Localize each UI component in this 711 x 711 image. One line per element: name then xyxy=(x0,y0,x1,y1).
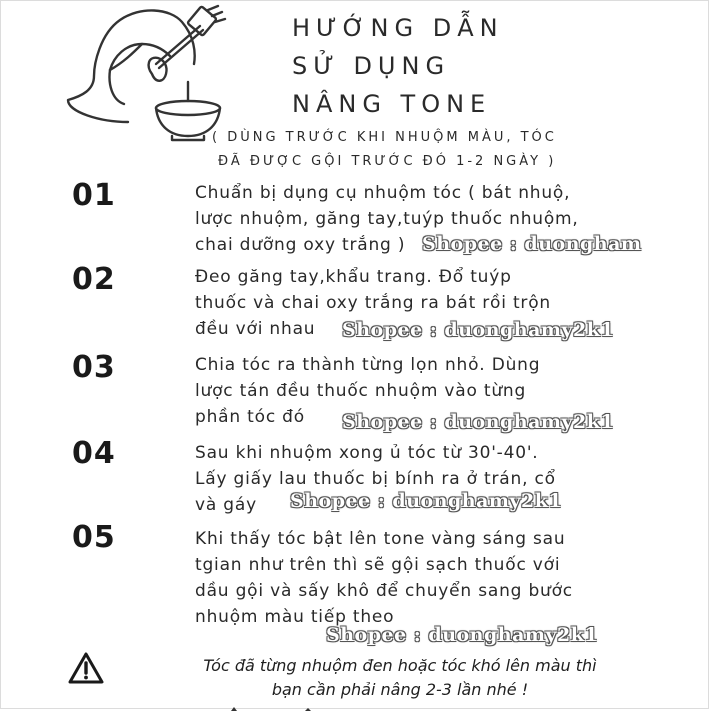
step-number-01: 01 xyxy=(72,178,116,213)
step-05-line: tgian như trên thì sẽ gội sạch thuốc với xyxy=(195,555,561,575)
step-number-05: 05 xyxy=(72,520,116,555)
step-number-04: 04 xyxy=(72,436,116,471)
step-02-line: Đeo găng tay,khẩu trang. Đổ tuýp xyxy=(195,267,512,287)
warning-note xyxy=(150,654,650,702)
title-line-2: SỬ DỤNG xyxy=(292,52,451,80)
subtitle-line-2: ĐÃ ĐƯỢC GỘI TRƯỚC ĐÓ 1-2 NGÀY ) xyxy=(218,154,557,169)
step-text-05 xyxy=(195,526,665,630)
watermark: Shopee : duonghamy2k1 xyxy=(326,624,599,646)
step-04-line: Lấy giấy lau thuốc bị bính ra ở trán, cổ xyxy=(195,469,556,489)
title-line-3: NÂNG TONE xyxy=(292,90,492,118)
title-line-1: HƯỚNG DẪN xyxy=(292,14,504,42)
step-05-line: Khi thấy tóc bật lên tone vàng sáng sau xyxy=(195,529,566,549)
step-05-line: nhuộm màu tiếp theo xyxy=(195,607,395,627)
subtitle-line-1: ( DÙNG TRƯỚC KHI NHUỘM MÀU, TÓC xyxy=(212,130,557,145)
cropped-glyphs-decoration xyxy=(225,702,315,711)
hair-dye-woman-icon xyxy=(60,4,230,144)
warning-note-line: bạn cần phải nâng 2-3 lần nhé ! xyxy=(271,680,529,699)
step-04-line: Sau khi nhuộm xong ủ tóc từ 30'-40'. xyxy=(195,443,539,463)
step-03-line: phần tóc đó xyxy=(195,407,305,427)
watermark: Shopee : duonghamy2k1 xyxy=(342,411,615,433)
watermark: Shopee : duonghamy2k1 xyxy=(290,490,563,512)
step-01-line: chai dưỡng oxy trắng ) xyxy=(195,235,406,255)
warning-note-line: Tóc đã từng nhuộm đen hoặc tóc khó lên màu thì xyxy=(203,656,597,675)
step-01-line: lược nhuộm, găng tay,tuýp thuốc nhuộm, xyxy=(195,209,579,229)
watermark: Shopee : duongham xyxy=(422,233,642,255)
step-04-line: và gáy xyxy=(195,495,257,515)
step-number-03: 03 xyxy=(72,350,116,385)
warning-triangle-icon xyxy=(68,652,104,684)
step-02-line: đều với nhau xyxy=(195,319,316,339)
step-number-02: 02 xyxy=(72,262,116,297)
step-05-line: dầu gội và sấy khô để chuyển sang bước xyxy=(195,581,573,601)
step-01-line: Chuẩn bị dụng cụ nhuộm tóc ( bát nhuộ, xyxy=(195,183,571,203)
step-03-line: lược tán đều thuốc nhuộm vào từng xyxy=(195,381,527,401)
watermark: Shopee : duonghamy2k1 xyxy=(342,319,615,341)
step-02-line: thuốc và chai oxy trắng ra bát rồi trộn xyxy=(195,293,551,313)
step-03-line: Chia tóc ra thành từng lọn nhỏ. Dùng xyxy=(195,355,541,375)
